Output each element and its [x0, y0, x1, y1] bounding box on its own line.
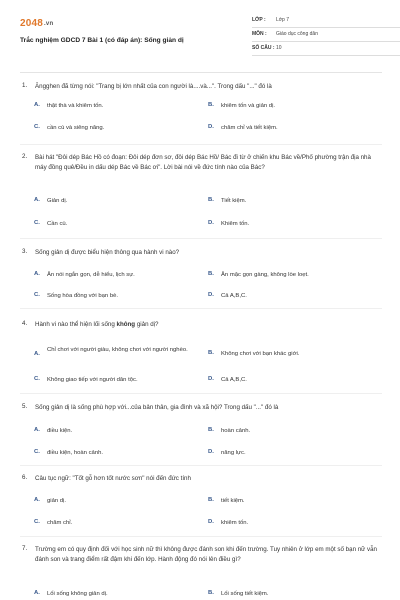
option-letter: D. [208, 292, 214, 298]
option-text: chăm chỉ và tiết kiệm. [221, 125, 278, 131]
question-number: 6. [22, 474, 28, 481]
option-letter: D. [208, 124, 214, 130]
option-letter: B. [208, 350, 214, 356]
question-text [35, 320, 380, 330]
option-letter: C. [34, 376, 40, 382]
meta-label-grade: LỚP : [252, 17, 266, 23]
question-number: 2. [22, 153, 28, 160]
option-text: hoàn cảnh. [221, 428, 251, 434]
meta-label-subject: MÔN : [252, 31, 267, 37]
option-letter: A. [34, 590, 40, 596]
option-text: điều kiện. [47, 428, 73, 434]
option-letter: B. [208, 590, 214, 596]
logo-text: 2048 [20, 18, 44, 29]
page-title: Trắc nghiệm GDCD 7 Bài 1 (có đáp án): Sống giản dị [20, 37, 184, 44]
option-text: Không chơi với bạn khác giới. [221, 351, 300, 357]
option-letter: C. [34, 124, 40, 130]
question-text: Bài hát "Đôi dép Bác Hồ có đoạn: Đôi dép đơn sơ, đôi dép Bác Hồ/ Bác đi từ ở chiến khu Bác về/Phố phường trận địa nhà máy đồng quê/Đều in dấu dép Bác về Bác ơi". Lời bài nói về đức tính nào của Bác? [35, 154, 371, 171]
option-letter: C. [34, 449, 40, 455]
question-text: Trường em có quy định đối với học sinh nữ thì không được đánh son khi đến trường. Tuy nhiên ở lớp em một số bạn nữ vẫn đánh son và trang điểm rất đậm khi đến lớp. Hành động đó nói lên điều gì? [35, 546, 378, 563]
document-header [20, 14, 382, 58]
option-letter: B. [208, 497, 214, 503]
meta-value-grade: Lớp 7 [276, 17, 290, 23]
option-text: Giản dị. [47, 198, 68, 204]
option-text: Không giao tiếp với người dân tộc. [47, 377, 138, 383]
option-text: Sống hòa đồng với bạn bè. [47, 293, 119, 299]
option-letter: A. [34, 497, 40, 503]
option-letter: A. [34, 427, 40, 433]
question-separator [20, 536, 382, 537]
question-separator [20, 465, 382, 466]
option-letter: D. [208, 519, 214, 525]
option-letter: C. [34, 292, 40, 298]
option-text: khiêm tốn và giản dị. [221, 103, 276, 109]
option-letter: B. [208, 197, 214, 203]
meta-info [252, 14, 400, 56]
option-letter: B. [208, 102, 214, 108]
meta-row-count [252, 42, 400, 56]
question-text-pre: Hành vi nào thể hiện lối sống [35, 321, 117, 328]
option-letter: D. [208, 376, 214, 382]
question-text-post: giản dị? [135, 321, 159, 328]
meta-value-subject: Giáo dục công dân [276, 31, 318, 37]
option-letter: A. [34, 102, 40, 108]
option-text: Cần cù. [47, 221, 68, 227]
site-logo[interactable] [20, 18, 53, 29]
option-text: chăm chỉ. [47, 520, 73, 526]
question-separator [20, 393, 382, 394]
meta-label-count: SỐ CÂU : [252, 45, 275, 51]
option-letter: C. [34, 519, 40, 525]
option-text: khiêm tốn. [221, 520, 249, 526]
option-letter: A. [34, 271, 40, 277]
meta-row-grade [252, 14, 400, 28]
question-number: 7. [22, 545, 28, 552]
option-text: Lối sống không giản dị. [47, 591, 108, 597]
option-text: năng lực. [221, 450, 246, 456]
meta-row-subject [252, 28, 400, 42]
option-text: Chỉ chơi với người giàu, không chơi với người nghèo. [47, 347, 188, 353]
option-text: Cả A,B,C. [221, 293, 247, 299]
question-number: 3. [22, 248, 28, 255]
option-text: Tiết kiệm. [221, 198, 247, 204]
question-text-emphasis: không [116, 321, 136, 328]
option-text: Ăn mặc gọn gàng, không lòe loẹt. [221, 272, 309, 278]
option-letter: C. [34, 220, 40, 226]
option-letter: D. [208, 220, 214, 226]
question-separator [20, 308, 382, 309]
option-text: Khiêm tốn. [221, 221, 250, 227]
option-letter: A. [34, 197, 40, 203]
option-text: Ăn nói ngắn gọn, dễ hiểu, lịch sự. [47, 272, 135, 278]
header-divider [20, 72, 382, 73]
option-text: điều kiện, hoàn cảnh. [47, 450, 104, 456]
question-number: 4. [22, 320, 28, 327]
question-separator [20, 144, 382, 145]
meta-value-count: 10 [276, 45, 282, 51]
option-text: giản dị. [47, 498, 66, 504]
option-text: tiết kiệm. [221, 498, 245, 504]
option-text: Cả A,B,C. [221, 377, 247, 383]
question-text: Sống giản dị là sống phù hợp với...của bản thân, gia đình và xã hội? Trong dấu "..." đó là [35, 404, 279, 411]
option-text: Lối sống tiết kiệm. [221, 591, 269, 597]
option-text: cần cù và siêng năng. [47, 125, 105, 131]
option-letter: A. [34, 351, 40, 357]
question-text: Ăngghen đã từng nói: "Trang bị lớn nhất của con người là....và...". Trong dấu "..." đó là [35, 83, 272, 90]
option-letter: B. [208, 427, 214, 433]
question-number: 1. [22, 82, 28, 89]
option-letter: B. [208, 271, 214, 277]
option-letter: D. [208, 449, 214, 455]
question-text: Câu tục ngữ: "Tốt gỗ hơn tốt nước sơn" nói đến đức tính [35, 475, 191, 482]
option-text: thật thà và khiêm tốn. [47, 103, 104, 109]
question-number: 5. [22, 403, 28, 410]
question-text: Sống giản dị được biểu hiện thông qua hành vi nào? [35, 249, 180, 256]
question-separator [20, 238, 382, 239]
logo-tld: .vn [44, 21, 54, 27]
